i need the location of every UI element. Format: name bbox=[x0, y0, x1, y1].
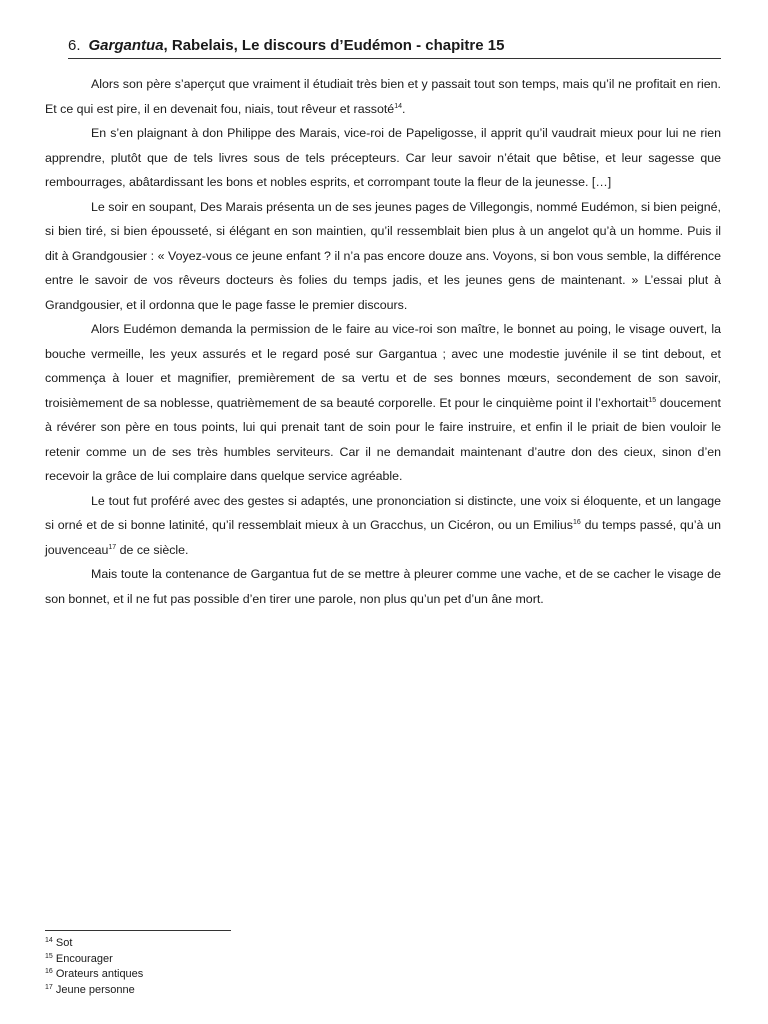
body-paragraph bbox=[45, 489, 721, 563]
paragraph-text: Le soir en soupant, Des Marais présenta un de ses jeunes pages de Villegongis, nommé Eudémon, si bien peigné, si bien tiré, si bien épousseté, si élégant en son maintien, qu’il ressemblait bien plus à un angelot qu’à un homme. Puis il dit à Grandgousier : « Voyez-vous ce jeune enfant ? il n’a pas encore douze ans. Voyons, si bon vous semble, la différence entre le savoir de vos rêveurs docteurs ès folies du temps jadis, et les jeunes gens de maintenant. » L’essai plut à Grandgousier, et il ordonna que le page fasse le premier discours. bbox=[45, 199, 721, 312]
body-paragraph bbox=[45, 562, 721, 611]
body-text bbox=[45, 72, 721, 611]
footnote-ref: 17 bbox=[108, 543, 117, 551]
footnote-divider bbox=[45, 930, 231, 931]
footnote bbox=[45, 936, 445, 952]
footnote-number: 16 bbox=[45, 968, 53, 975]
body-paragraph bbox=[45, 195, 721, 318]
section-number: 6. bbox=[68, 37, 81, 54]
footnote bbox=[45, 952, 445, 968]
section-heading bbox=[68, 36, 721, 59]
footnote bbox=[45, 983, 445, 999]
footnote-text: Orateurs antiques bbox=[55, 968, 144, 980]
footnotes bbox=[45, 936, 445, 998]
footnote bbox=[45, 967, 445, 983]
section-title: , Rabelais, Le discours d’Eudémon - chapitre 15 bbox=[163, 37, 505, 54]
paragraph-text: Alors son père s’aperçut que vraiment il étudiait très bien et y passait tout son temps, mais qu’il ne profitait en rien. Et ce qui est pire, il en devenait fou, niais, tout rêveur et rassoté bbox=[45, 77, 721, 116]
footnote-number: 17 bbox=[45, 983, 53, 991]
paragraph-text: Le tout fut proféré avec des gestes si adaptés, une prononciation si distincte, une voix si éloquente, et un langage si orné et de si bonne latinité, qu’il ressemblait mieux à un Gracchus, un Cicéron, ou un Emilius bbox=[45, 493, 721, 532]
footnote-text: Jeune personne bbox=[55, 983, 135, 996]
body-paragraph bbox=[45, 72, 721, 121]
footnote-ref: 16 bbox=[573, 519, 581, 526]
footnote-ref: 14 bbox=[394, 102, 402, 110]
paragraph-text: Mais toute la contenance de Gargantua fut de se mettre à pleurer comme une vache, et de se cacher le visage de son bonnet, et il ne fut pas possible d’en tirer une parole, non plus qu’un pet d’un âne mort. bbox=[45, 567, 721, 606]
footnote-number: 14 bbox=[45, 937, 53, 944]
paragraph-text: . bbox=[402, 101, 406, 116]
paragraph-text: du temps passé, qu’à un jouvenceau bbox=[45, 518, 721, 557]
body-paragraph bbox=[45, 121, 721, 195]
paragraph-text: doucement à révérer son père en tous points, lui qui prenait tant de soin pour le faire instruire, et enfin il le priait de bien vouloir le retenir comme un de ses très humbles serviteurs. Car il ne demandait maintenant d’autre don des cieux, sinon d’en recevoir la grâce de lui complaire dans quelque service agréable. bbox=[45, 395, 722, 483]
work-title: Gargantua bbox=[88, 37, 164, 54]
paragraph-text: de ce siècle. bbox=[116, 542, 189, 557]
footnote-ref: 15 bbox=[648, 396, 657, 404]
footnote-text: Sot bbox=[55, 937, 73, 949]
footnote-text: Encourager bbox=[55, 952, 113, 965]
paragraph-text: En s’en plaignant à don Philippe des Marais, vice-roi de Papeligosse, il apprit qu’il vaudrait mieux pour lui ne rien apprendre, plutôt que de tels livres sous de tels précepteurs. Car leur savoir n’était que bêtise, et leur sagesse que rembourrages, abâtardissant les bons et nobles esprits, et corrompant toute la fleur de la jeunesse. […] bbox=[45, 126, 721, 189]
footnote-number: 15 bbox=[45, 952, 53, 960]
paragraph-text: Alors Eudémon demanda la permission de le faire au vice-roi son maître, le bonnet au poing, le visage ouvert, la bouche vermeille, les yeux assurés et le regard posé sur Gargantua ; avec une modestie juvénile il se tint debout, et commença à louer et magnifier, premièrement de sa vertu et de ses bonnes mœurs, secondement de son savoir, troisièmement de sa noblesse, quatrièmement de sa beauté corporelle. Et pour le cinquième point il l’exhortait bbox=[45, 322, 721, 410]
body-paragraph bbox=[45, 317, 721, 489]
